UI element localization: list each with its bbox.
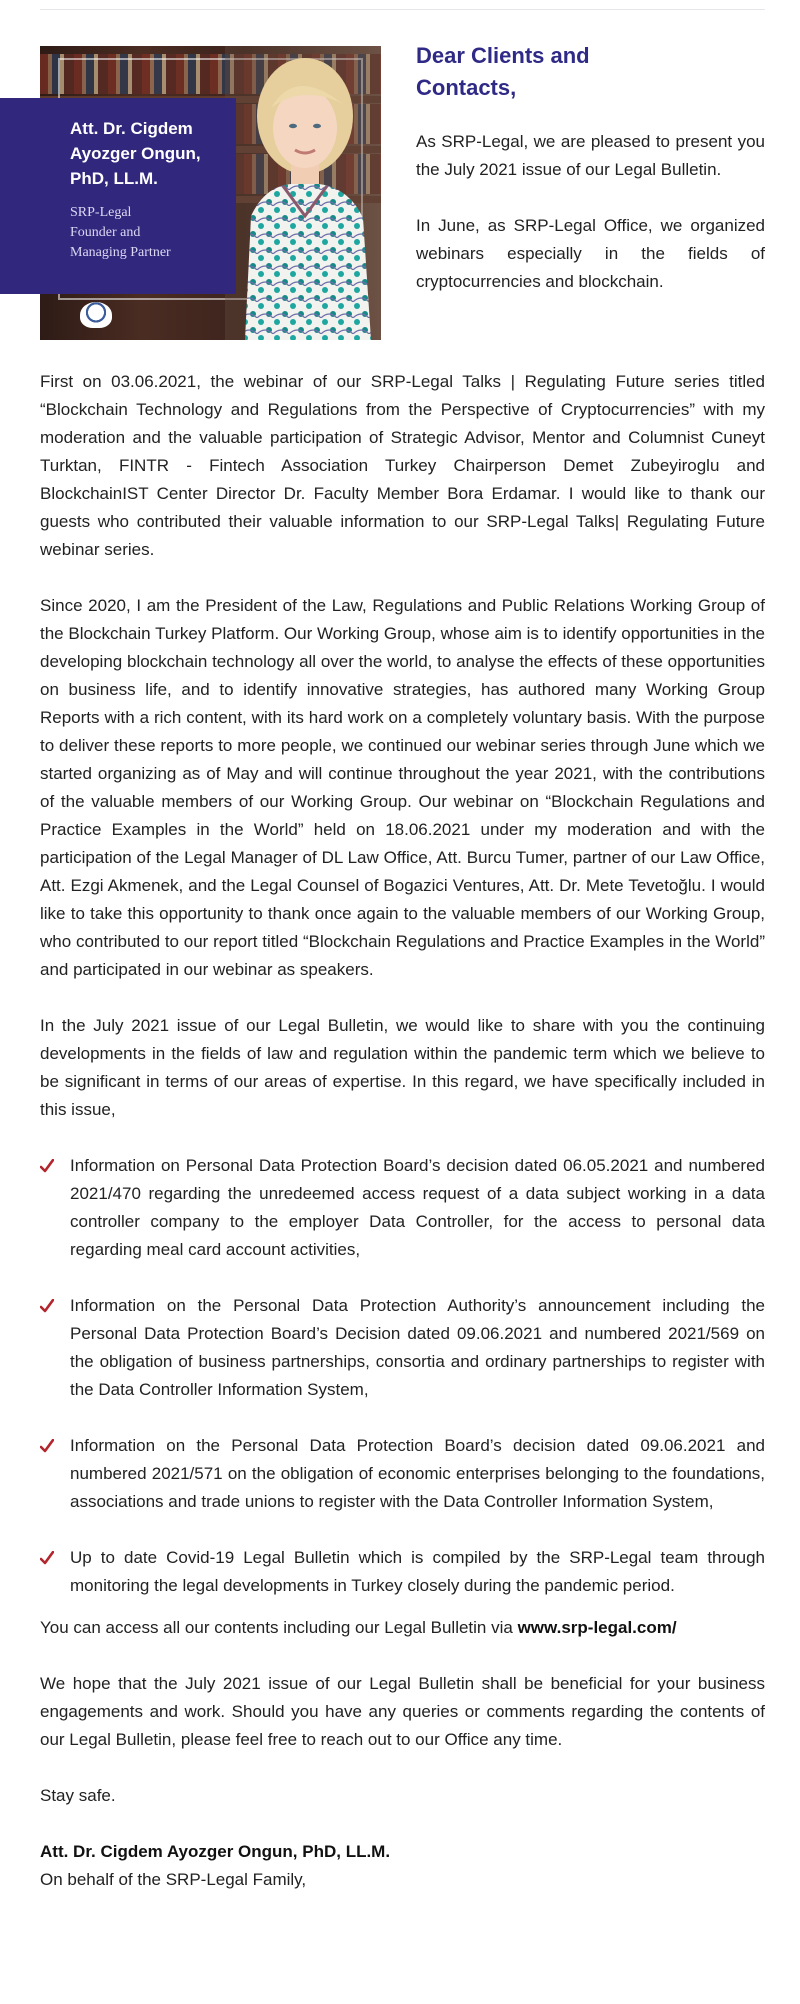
greeting-heading: Dear Clients and Contacts, bbox=[416, 43, 590, 100]
founder-role: SRP-Legal Founder and Managing Partner bbox=[70, 205, 171, 260]
checkmark-icon bbox=[40, 1299, 54, 1313]
intro-paragraph-2: In June, as SRP-Legal Office, we organized webinars especially in the fields of cryptocurrencies and blockchain. bbox=[416, 216, 765, 291]
list-item: Information on the Personal Data Protection Authority’s announcement including the Personal Data Protection Board’s Decision dated 09.06.2021 and numbered 2021/569 on the obligation of business partnerships, consortia and ordinary partnerships to register with the Data Controller Information System, bbox=[40, 1292, 765, 1404]
founder-name: Att. Dr. Cigdem Ayozger Ongun, PhD, LL.M. bbox=[70, 119, 201, 188]
top-divider bbox=[40, 9, 765, 10]
checkmark-icon bbox=[40, 1159, 54, 1173]
portrait-illustration bbox=[225, 46, 381, 340]
name-card bbox=[0, 98, 236, 294]
access-paragraph: You can access all our contents including our Legal Bulletin via www.srp-legal.com/ bbox=[40, 1618, 677, 1637]
bulletin-body bbox=[40, 368, 765, 1894]
vase-decoration bbox=[80, 302, 112, 328]
signature-behalf: On behalf of the SRP-Legal Family, bbox=[40, 1870, 307, 1889]
intro-paragraph-1: As SRP-Legal, we are pleased to present you the July 2021 issue of our Legal Bulletin. bbox=[416, 132, 765, 179]
stay-safe-text: Stay safe. bbox=[40, 1786, 116, 1805]
contents-list bbox=[40, 1152, 765, 1600]
signature-name: Att. Dr. Cigdem Ayozger Ongun, PhD, LL.M. bbox=[40, 1842, 391, 1861]
checkmark-icon bbox=[40, 1439, 54, 1453]
paragraph-issue-intro: In the July 2021 issue of our Legal Bulletin, we would like to share with you the continuing developments in the fields of law and regulation within the pandemic term which we believe to be significant in terms of our areas of expertise. In this regard, we have specifically included in this issue, bbox=[40, 1016, 765, 1119]
checkmark-icon bbox=[40, 1551, 54, 1565]
list-item: Up to date Covid-19 Legal Bulletin which is compiled by the SRP-Legal team through monitoring the legal developments in Turkey closely during the pandemic period. bbox=[40, 1544, 765, 1600]
closing-paragraph: We hope that the July 2021 issue of our Legal Bulletin shall be beneficial for your business engagements and work. Should you have any queries or comments regarding the contents of our Legal Bulletin, please feel free to reach out to our Office any time. bbox=[40, 1674, 765, 1749]
paragraph-working-group: Since 2020, I am the President of the Law, Regulations and Public Relations Working Group of the Blockchain Turkey Platform. Our Working Group, whose aim is to identify opportunities in the developing blockchain technology all over the world, to analyse the effects of these opportunities on business life, and to identify innovative strategies, has authored many Working Group Reports with a rich content, with its hard work on a completely voluntary basis. With the purpose to deliver these reports to more people, we continued our webinar series through June which we started organizing as of May and will continue throughout the year 2021, with the contributions of the valuable members of our Working Group. Our webinar on “Blockchain Regulations and Practice Examples in the World” held on 18.06.2021 under my moderation and with the participation of the Legal Manager of DL Law Office, Att. Burcu Tumer, partner of our Law Office, Att. Ezgi Akmenek, and the Legal Counsel of Bogazici Ventures, Att. Dr. Mete Tevetoğlu. I would like to take this opportunity to thank once again to the valuable members of our Working Group, who contributed to our report titled “Blockchain Regulations and Practice Examples in the World” and participated in our webinar as speakers. bbox=[40, 596, 765, 979]
list-item: Information on the Personal Data Protection Board’s decision dated 09.06.2021 and numbered 2021/571 on the obligation of economic enterprises belonging to the foundations, associations and trade unions to register with the Data Controller Information System, bbox=[40, 1432, 765, 1516]
paragraph-webinar-1: First on 03.06.2021, the webinar of our SRP-Legal Talks | Regulating Future series titled “Blockchain Technology and Regulations from the Perspective of Cryptocurrencies” with my moderation and the valuable participation of Strategic Advisor, Mentor and Columnist Cuneyt Turktan, FINTR - Fintech Association Turkey Chairperson Demet Zubeyiroglu and BlockchainIST Center Director Dr. Faculty Member Bora Erdamar. I would like to thank our guests who contributed their valuable information to our SRP-Legal Talks| Regulating Future webinar series. bbox=[40, 372, 765, 559]
website-link[interactable]: www.srp-legal.com/ bbox=[517, 1618, 677, 1637]
list-item: Information on Personal Data Protection Board’s decision dated 06.05.2021 and numbered 2021/470 regarding the unredeemed access request of a data subject working in a data controller company to the employer Data Controller, for the access to personal data regarding meal card account activities, bbox=[40, 1152, 765, 1264]
